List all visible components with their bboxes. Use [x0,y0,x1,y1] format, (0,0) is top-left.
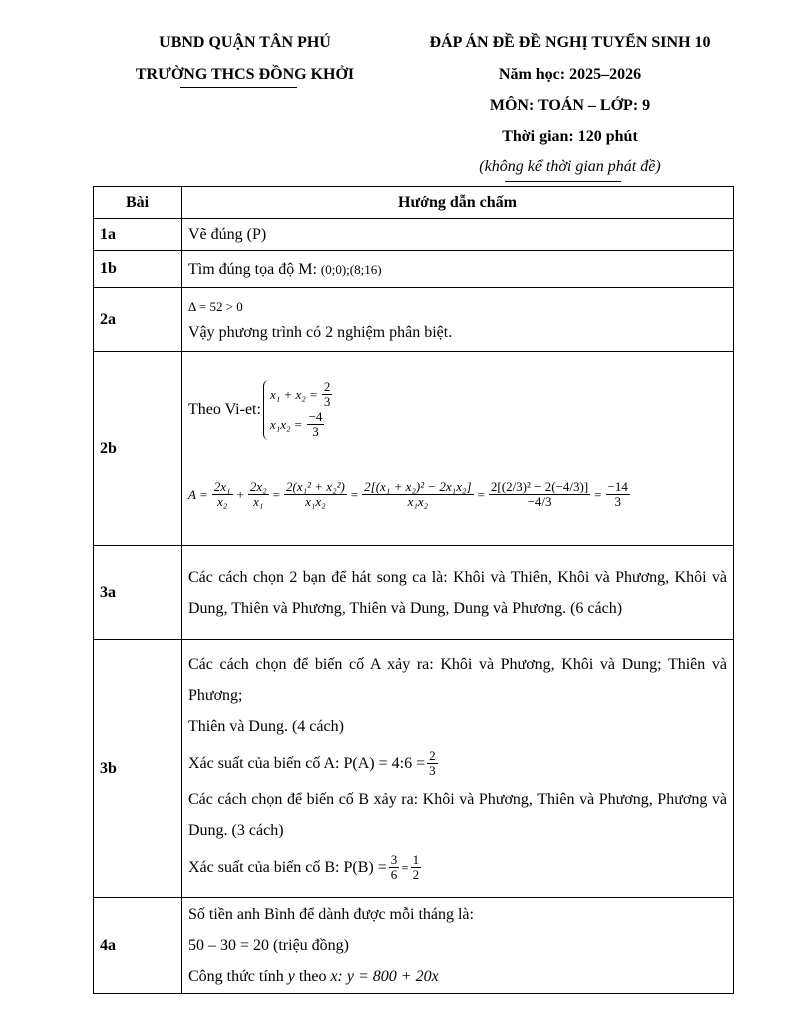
table-row [94,546,734,640]
header-district: UBND QUẬN TÂN PHÚ [159,34,331,51]
header-school-year: Năm học: 2025–2026 [498,66,642,83]
row-content: Các cách chọn 2 bạn để hát song ca là: Khôi và Thiên, Khôi và Phương, Khôi và Dung, Thiên và Phương, Thiên và Dung, Dung và Phương. (6 cách) [182,546,734,640]
vieta-system [263,380,334,440]
row-content [182,352,734,546]
vieta-label: Theo Vi-et: [188,400,261,418]
row-label: 3a [94,546,182,640]
table-header-row [94,187,734,219]
math-coordinates: (0;0);(8;16) [320,261,382,277]
table-row [94,288,734,352]
text: 50 – 30 = 20 (triệu đồng) [188,937,349,954]
text: Thiên và Dung. (4 cách) [188,718,344,735]
row-label: 2b [94,352,182,546]
row-content [182,288,734,352]
product-lhs: x₁x₂ = [269,416,303,432]
probability-a: Xác suất của biến cố A: P(A) = 4:6 = $\frac{2}{3}$ [188,747,436,778]
row-label: 1a [94,219,182,251]
header-school: TRƯỜNG THCS ĐỒNG KHỞI [135,66,355,83]
probability-b: Xác suất của biến cố B: P(B) = $\frac{3}{6}$ = $\frac{1}{2}$ [188,851,420,882]
text: Các cách chọn để biến cố A xảy ra: Khôi và Phương, Khôi và Dung; Thiên và Phương; [188,656,727,704]
row-label: 2a [94,288,182,352]
row-content: Vẽ đúng (P) [182,219,734,251]
row-label: 4a [94,898,182,994]
expression-a: A = $\frac{\text{2x₁}}{\text{x₂}}$ + $\frac{\text{2x₂}}{\text{x₁}}$ = $\frac{\text{2(x₁² + x₂²)}}{\text{x₁x₂}}$ = $\frac{\text{2[(x₁ + x₂)² − 2x₁x₂]}}{\text{x₁x₂}}$ = $\frac{\text{2[(2/3)² − 2(−4/3)]}}{-4/3}$ = $\frac{-14}{3}$ [188,479,628,509]
text: Vậy phương trình có 2 nghiệm phân biệt. [188,323,453,341]
product-fraction: $\frac{-4}{3}$ [308,409,323,439]
formula: y = 800 + 20x [346,968,439,985]
text: Tìm đúng tọa độ M: [188,260,317,278]
sum-lhs: x₁ + x₂ = [269,386,318,402]
row-content [182,251,734,288]
table-row [94,219,734,251]
table-row [94,352,734,546]
math-discriminant: Δ = 52 > 0 [188,298,243,314]
school-underline [180,87,297,88]
formula-line: Công thức tính y theo x: y = 800 + 20x [188,968,439,985]
text: Số tiền anh Bình để dành được mỗi tháng là: [188,906,474,923]
table-row [94,640,734,898]
header-exam-title: ĐÁP ÁN ĐỀ ĐỀ NGHỊ TUYỂN SINH 10 [429,34,711,51]
row-content [182,640,734,898]
note-underline [505,181,621,182]
answer-table [93,186,734,994]
row-content [182,898,734,994]
sum-fraction: $\frac{2}{3}$ [323,379,331,409]
row-label: 3b [94,640,182,898]
header-duration: Thời gian: 120 phút [502,128,638,145]
row-label: 1b [94,251,182,288]
header-subject: MÔN: TOÁN – LỚP: 9 [489,97,651,114]
vieta-block [188,368,727,452]
header-note: (không kể thời gian phát đề) [479,158,661,175]
table-row [94,898,734,994]
table-row [94,251,734,288]
result-fraction: $\frac{-14}{3}$ [607,479,628,509]
text: Các cách chọn để biến cố B xảy ra: Khôi và Phương, Thiên và Phương, Phương và Dung. (3 cách) [188,791,727,839]
col-header-huong-dan: Hướng dẫn chấm [182,187,734,219]
col-header-bai: Bài [94,187,182,219]
